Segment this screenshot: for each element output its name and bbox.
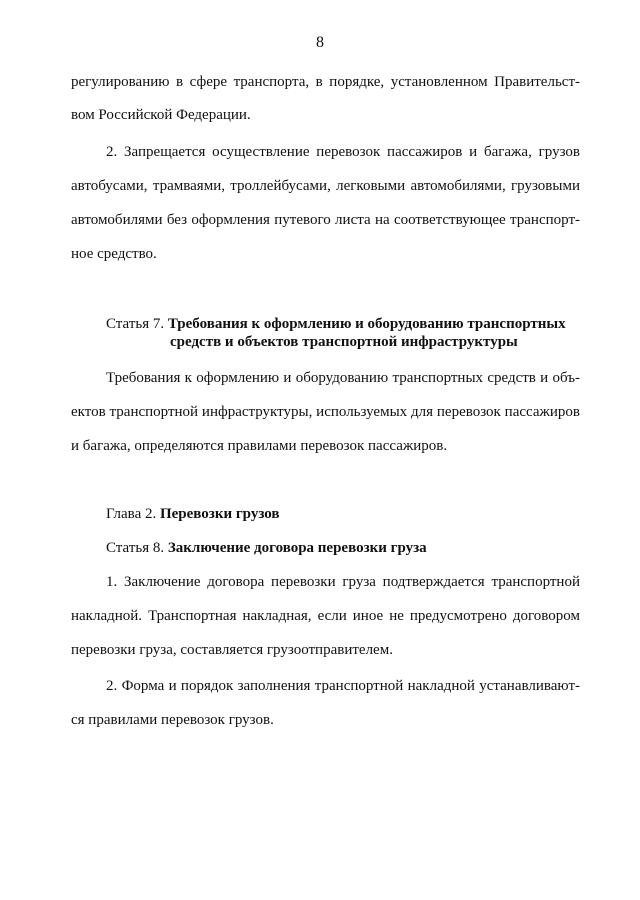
chapter-2-heading (106, 505, 280, 523)
paragraph-line: Требования к оформлению и оборудованию транспортных средств и объ- (106, 370, 580, 386)
paragraph-line: ся правилами перевозок грузов. (71, 712, 274, 728)
paragraph-line: 2. Запрещается осуществление перевозок пассажиров и багажа, грузов (106, 144, 580, 160)
article-8-title: Заключение договора перевозки груза (167, 540, 427, 556)
chapter-2-title: Перевозки грузов (159, 506, 280, 522)
article-7-heading (106, 315, 566, 333)
paragraph-line: автомобилями без оформления путевого листа на соответствующее транспорт- (71, 212, 580, 228)
article-8-heading (106, 539, 427, 557)
paragraph-line: 2. Форма и порядок заполнения транспортной накладной устанавливают- (106, 678, 580, 694)
article-7-title-continued: средств и объектов транспортной инфраструктуры (170, 334, 518, 350)
paragraph-line: ное средство. (71, 246, 157, 262)
paragraph-line: 1. Заключение договора перевозки груза подтверждается транспортной (106, 574, 580, 590)
paragraph-line: накладной. Транспортная накладная, если иное не предусмотрено договором (71, 608, 580, 624)
paragraph-line: ектов транспортной инфраструктуры, используемых для перевозок пассажиров (71, 404, 580, 420)
paragraph-line: и багажа, определяются правилами перевозок пассажиров. (71, 438, 448, 454)
article-8-prefix: Статья 8. (106, 540, 168, 556)
chapter-2-prefix: Глава 2. (106, 506, 160, 522)
paragraph-line: перевозки груза, составляется грузоотправителем. (71, 642, 393, 658)
article-7-prefix: Статья 7. (106, 316, 168, 332)
paragraph-line: вом Российской Федерации. (71, 107, 251, 123)
paragraph-line: регулированию в сфере транспорта, в порядке, установленном Правительст- (71, 74, 580, 90)
paragraph-line: автобусами, трамваями, троллейбусами, легковыми автомобилями, грузовыми (71, 178, 580, 194)
article-7-title: Требования к оформлению и оборудованию транспортных (167, 316, 566, 332)
page-number: 8 (316, 34, 324, 51)
